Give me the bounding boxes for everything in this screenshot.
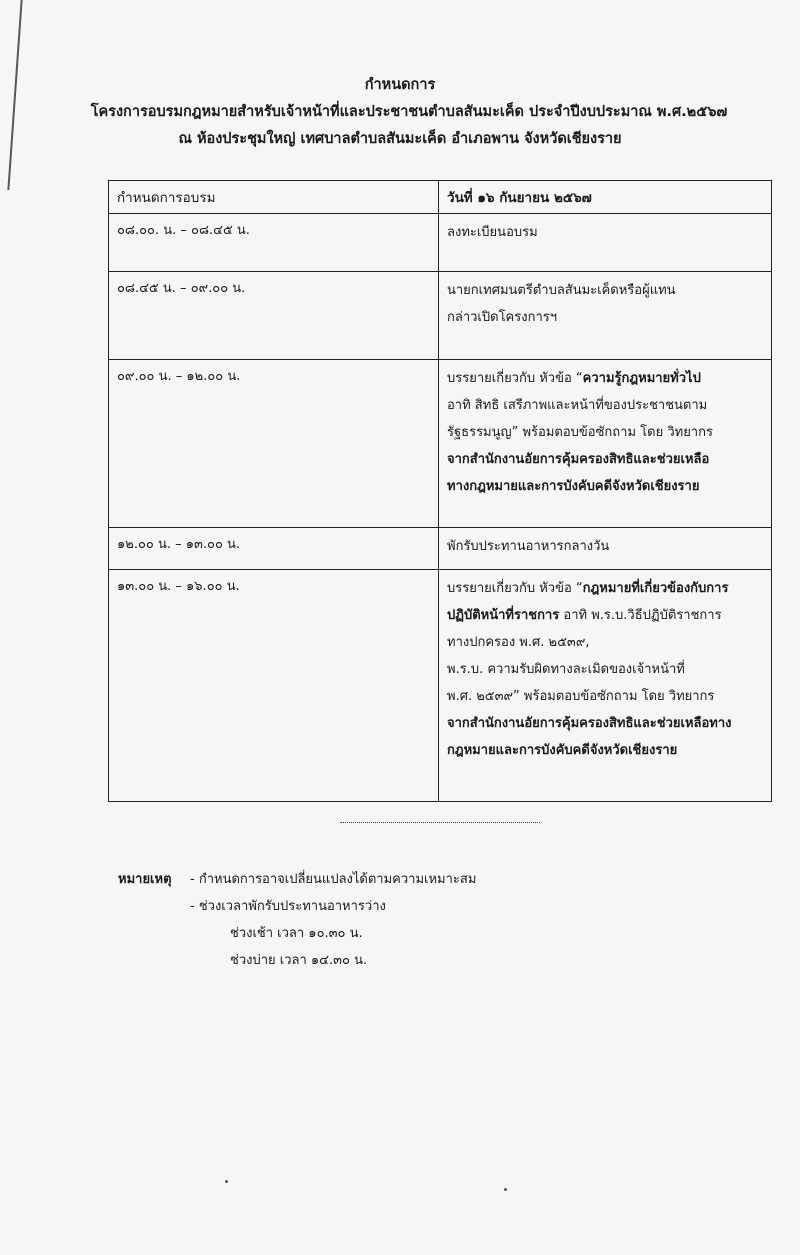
scan-speck: [225, 1180, 228, 1183]
activity-text: พ.ศ. ๒๕๓๙” พร้อมตอบข้อซักถาม โดย วิทยากร: [447, 689, 715, 704]
activity-text: ปฏิบัติหน้าที่ราชการ: [447, 608, 560, 623]
activity-line: [447, 219, 763, 246]
activity-text: รัฐธรรมนูญ” พร้อมตอบข้อซักถาม โดย วิทยากร: [447, 425, 713, 440]
schedule-activity-cell: [439, 570, 772, 802]
note-item-2: - ช่วงเวลาพักรับประทานอาหารว่าง: [190, 899, 386, 914]
activity-text: พักรับประทานอาหารกลางวัน: [447, 539, 610, 554]
schedule-activity-cell: [439, 214, 772, 272]
schedule-time: ๑๒.๐๐ น. – ๑๓.๐๐ น.: [117, 537, 241, 552]
activity-text: อาทิ สิทธิ เสรีภาพและหน้าที่ของประชาชนตาม: [447, 398, 708, 413]
schedule-time: ๑๓.๐๐ น. – ๑๖.๐๐ น.: [117, 579, 240, 594]
schedule-activity-cell: [439, 360, 772, 528]
activity-line: [447, 473, 763, 500]
activity-line: [447, 533, 763, 560]
table-header-row: [109, 181, 772, 214]
activity-text: ความรู้กฎหมายทั่วไป: [582, 371, 701, 386]
activity-text: พ.ร.บ. ความรับผิดทางละเมิดของเจ้าหน้าที่: [447, 662, 685, 677]
activity-line: [447, 629, 763, 656]
table-row: [109, 570, 772, 802]
activity-text: บรรยายเกี่ยวกับ หัวข้อ “: [447, 371, 583, 386]
activity-line: [447, 304, 763, 331]
activity-text: จากสำนักงานอัยการคุ้มครองสิทธิและช่วยเหลือ: [447, 452, 710, 467]
activity-text: กล่าวเปิดโครงการฯ: [447, 310, 558, 325]
schedule-body: [109, 214, 772, 802]
activity-line: [447, 446, 763, 473]
col-header-date: วันที่ ๑๖ กันยายน ๒๕๖๗: [439, 181, 772, 214]
activity-line: [447, 392, 763, 419]
activity-line: [447, 656, 763, 683]
note-afternoon-break: ช่วงบ่าย เวลา ๑๔.๓๐ น.: [230, 953, 368, 968]
activity-text: ทางปกครอง พ.ศ. ๒๕๓๙,: [447, 635, 590, 650]
table-row: [109, 528, 772, 570]
notes-label: หมายเหตุ: [118, 872, 172, 887]
activity-text: อาทิ พ.ร.บ.วิธีปฏิบัติราชการ: [559, 608, 722, 623]
schedule-activity-cell: [439, 272, 772, 360]
activity-line: [447, 277, 763, 304]
col-header-time: กำหนดการอบรม: [109, 181, 439, 214]
scan-speck: [504, 1188, 507, 1191]
schedule-table: [108, 180, 772, 802]
dotted-divider: [340, 822, 540, 823]
schedule-time: ๐๙.๐๐ น. – ๑๒.๐๐ น.: [117, 369, 241, 384]
notes-section: [118, 866, 476, 974]
note-morning-break: ช่วงเช้า เวลา ๑๐.๓๐ น.: [230, 926, 363, 941]
activity-text: ลงทะเบียนอบรม: [447, 225, 538, 240]
schedule-time-cell: [109, 360, 439, 528]
schedule-time: ๐๘.๔๕ น. – ๐๙.๐๐ น.: [117, 281, 246, 296]
table-row: [109, 214, 772, 272]
activity-line: [447, 602, 763, 629]
activity-text: กฎหมายที่เกี่ยวข้องกับการ: [582, 581, 729, 596]
activity-text: บรรยายเกี่ยวกับ หัวข้อ “: [447, 581, 583, 596]
activity-line: [447, 575, 763, 602]
activity-line: [447, 365, 763, 392]
activity-text: กฎหมายและการบังคับคดีจังหวัดเชียงราย: [447, 743, 678, 758]
schedule-activity-cell: [439, 528, 772, 570]
header-project-name: โครงการอบรมกฎหมายสำหรับเจ้าหน้าที่และประชาชนตำบลสันมะเค็ด ประจำปีงบประมาณ พ.ศ.๒๕๖๗: [90, 104, 728, 120]
header-venue: ณ ห้องประชุมใหญ่ เทศบาลตำบลสันมะเค็ด อำเภอพาน จังหวัดเชียงราย: [178, 131, 622, 147]
table-row: [109, 360, 772, 528]
activity-line: [447, 737, 763, 764]
header-title: กำหนดการ: [364, 77, 436, 93]
note-item-1: - กำหนดการอาจเปลี่ยนแปลงได้ตามความเหมาะสม: [190, 872, 477, 887]
table-row: [109, 272, 772, 360]
schedule-time: ๐๘.๐๐. น. – ๐๘.๔๕ น.: [117, 223, 250, 238]
activity-line: [447, 419, 763, 446]
activity-line: [447, 710, 763, 737]
activity-text: นายกเทศมนตรีตำบลสันมะเค็ดหรือผู้แทน: [447, 283, 676, 298]
schedule-time-cell: [109, 528, 439, 570]
activity-text: จากสำนักงานอัยการคุ้มครองสิทธิและช่วยเหลือทาง: [447, 716, 732, 731]
schedule-time-cell: [109, 272, 439, 360]
document-header: [0, 72, 800, 153]
activity-text: ทางกฎหมายและการบังคับคดีจังหวัดเชียงราย: [447, 479, 700, 494]
schedule-time-cell: [109, 214, 439, 272]
schedule-time-cell: [109, 570, 439, 802]
activity-line: [447, 683, 763, 710]
